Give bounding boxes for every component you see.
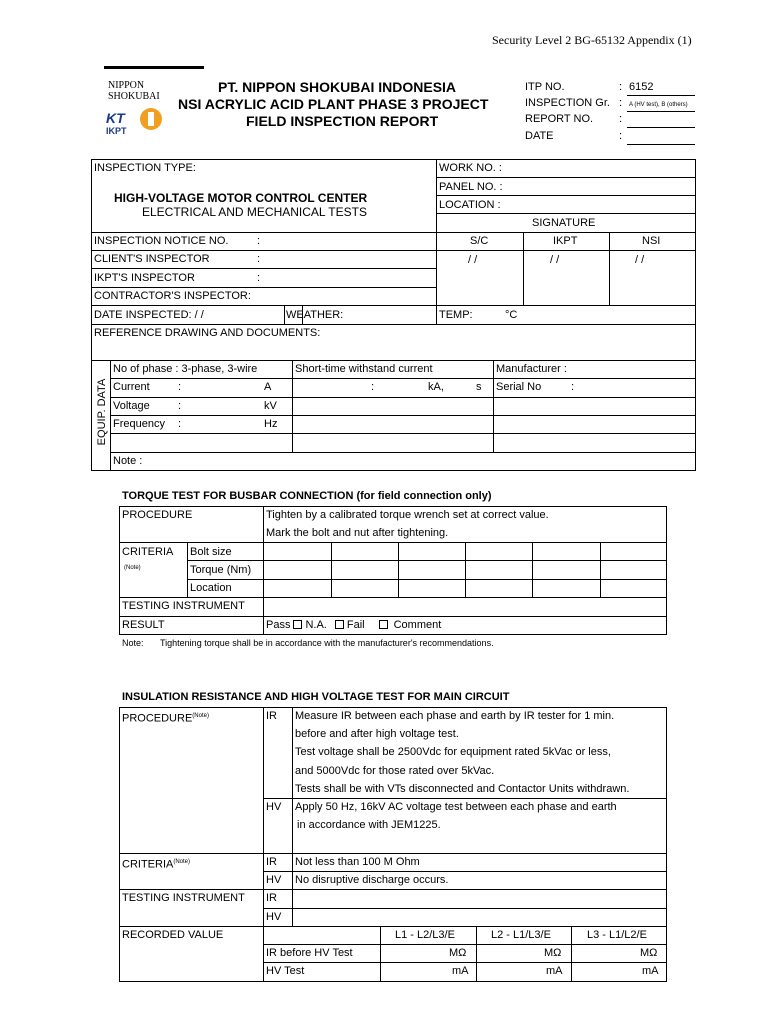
insp-gr-colon: : [619,97,623,109]
ir-proc-3: Test voltage shall be 2500Vdc for equipment rated 5kVac or less, [295,746,611,758]
voltage-label: Voltage [113,400,150,412]
date-colon: : [619,130,623,142]
torque-result-label: RESULT [122,619,165,631]
sc-date[interactable]: / / [468,254,478,266]
short-time-colon: : [371,381,375,393]
voltage-colon: : [178,400,182,412]
temp-label: TEMP: [439,309,473,321]
s-unit: s [476,381,482,393]
form-title-1: HIGH-VOLTAGE MOTOR CONTROL CENTER [114,191,368,205]
ir-unit-2: MΩ [544,947,562,959]
torque-instrument-label: TESTING INSTRUMENT [122,600,245,612]
voltage-unit: kV [264,400,277,412]
hv-test-label: HV Test [266,965,305,977]
hv-unit-1: mA [452,965,469,977]
note-label: Note : [113,455,143,467]
manufacturer-label: Manufacturer : [496,363,567,375]
logo-partial-text [104,66,204,79]
ikpt-label: IKPT [553,235,578,247]
ir-proc-1: Measure IR between each phase and earth by IR tester for 1 min. [295,710,615,722]
frequency-label: Frequency [113,418,165,430]
col-l2-header: L2 - L1/L3/E [491,929,551,941]
result-options [266,619,441,632]
notice-no-label: INSPECTION NOTICE NO. [94,235,229,247]
weather-label: WEATHER: [286,309,344,321]
nsi-date[interactable]: / / [635,254,645,266]
pass-checkbox[interactable] [293,620,302,629]
serial-label: Serial No [496,381,542,393]
date-label: DATE [525,130,554,142]
hv-proc-2: in accordance with JEM1225. [297,819,441,831]
date-inspected-label: DATE INSPECTED: / / [94,309,204,321]
criteria-ir-value: Not less than 100 M Ohm [295,856,420,868]
col-l1-header: L1 - L2/L3/E [395,929,455,941]
insp-gr-label: INSPECTION Gr. [525,97,610,109]
date-field[interactable] [627,144,695,145]
notice-no-colon: : [257,235,261,247]
ir-title: INSULATION RESISTANCE AND HIGH VOLTAGE TEST FOR MAIN CIRCUIT [122,691,510,703]
ikpt-inspector-colon: : [257,272,261,284]
client-inspector-colon: : [257,253,261,265]
ir-proc-ir-tag: IR [266,710,277,722]
instrument-ir-tag: IR [266,892,277,904]
itp-value: 6152 [629,81,654,93]
ikpt-logo-text: IKPT [106,126,127,136]
ikpt-inspector-label: IKPT'S INSPECTOR [94,272,195,284]
serial-colon: : [571,381,575,393]
report-no-field[interactable] [627,127,695,128]
temp-unit: °C [505,309,518,321]
itp-colon: : [619,81,623,93]
ka-unit: kA, [428,381,444,393]
current-colon: : [178,381,182,393]
sun-logo-inner [148,112,154,126]
client-inspector-label: CLIENT'S INSPECTOR [94,253,210,265]
current-label: Current [113,381,150,393]
short-time-label: Short-time withstand current [295,363,433,375]
hv-unit-2: mA [546,965,563,977]
torque-criteria-label: CRITERIA [122,546,174,558]
hv-proc-tag: HV [266,801,282,813]
sc-label: S/C [470,235,489,247]
security-line: Security Level 2 BG-65132 Appendix (1) [492,33,692,47]
hv-unit-3: mA [642,965,659,977]
form-title-2: ELECTRICAL AND MECHANICAL TESTS [142,205,367,219]
contractor-inspector-label: CONTRACTOR'S INSPECTOR: [94,290,251,302]
ir-unit-3: MΩ [640,947,658,959]
torque-proc-2: Mark the bolt and nut after tightening. [266,527,449,539]
hv-proc-1: Apply 50 Hz, 16kV AC voltage test between each phase and earth [295,801,617,813]
report-title: FIELD INSPECTION REPORT [246,113,439,129]
insp-gr-value: A (HV test), B (others) [629,102,688,108]
ir-proc-2: before and after high voltage test. [295,728,459,740]
inspection-type-label: INSPECTION TYPE: [94,162,196,174]
instrument-hv-tag: HV [266,911,282,923]
signature-label: SIGNATURE [532,217,596,229]
phase-label: No of phase : 3-phase, 3-wire [113,363,258,375]
equip-data-side-label: EQUIP. DATA [96,378,108,446]
report-no-colon: : [619,113,623,125]
ir-unit-1: MΩ [449,947,467,959]
logo-area [100,66,180,140]
pass-label: Pass [266,619,291,631]
company-name: PT. NIPPON SHOKUBAI INDONESIA [218,79,457,95]
frequency-unit: Hz [264,418,278,430]
ir-before-label: IR before HV Test [266,947,353,959]
report-no-label: REPORT NO. [525,113,594,125]
criteria-hv-value: No disruptive discharge occurs. [295,874,449,886]
torque-note-label: Note: [122,638,144,648]
torque-title: TORQUE TEST FOR BUSBAR CONNECTION (for field connection only) [122,490,492,502]
na-checkbox[interactable] [335,620,344,629]
recorded-value-label: RECORDED VALUE [122,929,224,941]
torque-proc-1: Tighten by a calibrated torque wrench set at correct value. [266,509,549,521]
frequency-colon: : [178,418,182,430]
torque-procedure-label: PROCEDURE [122,509,193,521]
fail-checkbox[interactable] [379,620,388,629]
nsi-label: NSI [642,235,661,247]
reference-label: REFERENCE DRAWING AND DOCUMENTS: [94,327,321,339]
comment-label: Comment [393,619,442,631]
criteria-ir-tag: IR [266,856,277,868]
work-no-label: WORK NO. : [439,162,502,174]
ir-proc-5: Tests shall be with VTs disconnected and Contactor Units withdrawn. [295,783,630,795]
kt-logo-icon: KT [106,110,125,126]
ir-criteria-label: $CRITERIA^{(Note)}$ [122,858,191,871]
nippon-logo-text: NIPPON SHOKUBAI [108,80,160,102]
fail-label: Fail [346,619,365,631]
bolt-size-label: Bolt size [190,546,232,558]
torque-criteria-note: (Note) [124,565,141,571]
ikpt-date[interactable]: / / [550,254,560,266]
torque-location-label: Location [190,582,232,594]
panel-no-label: PANEL NO. : [439,181,503,193]
torque-nm-label: Torque (Nm) [190,564,252,576]
ir-instrument-label: TESTING INSTRUMENT [122,892,245,904]
torque-note-text: Tightening torque shall be in accordance with the manufacturer's recommendations. [160,638,494,648]
ir-procedure-label: $PROCEDURE^{(Note)}$ [122,712,209,725]
criteria-hv-tag: HV [266,874,282,886]
location-label: LOCATION : [439,199,501,211]
current-unit: A [264,381,272,393]
ir-proc-4: and 5000Vdc for those rated over 5kVac. [295,765,495,777]
project-name: NSI ACRYLIC ACID PLANT PHASE 3 PROJECT [178,96,489,112]
na-label: N.A. [305,619,327,631]
itp-label: ITP NO. [525,81,565,93]
col-l3-header: L3 - L1/L2/E [587,929,647,941]
